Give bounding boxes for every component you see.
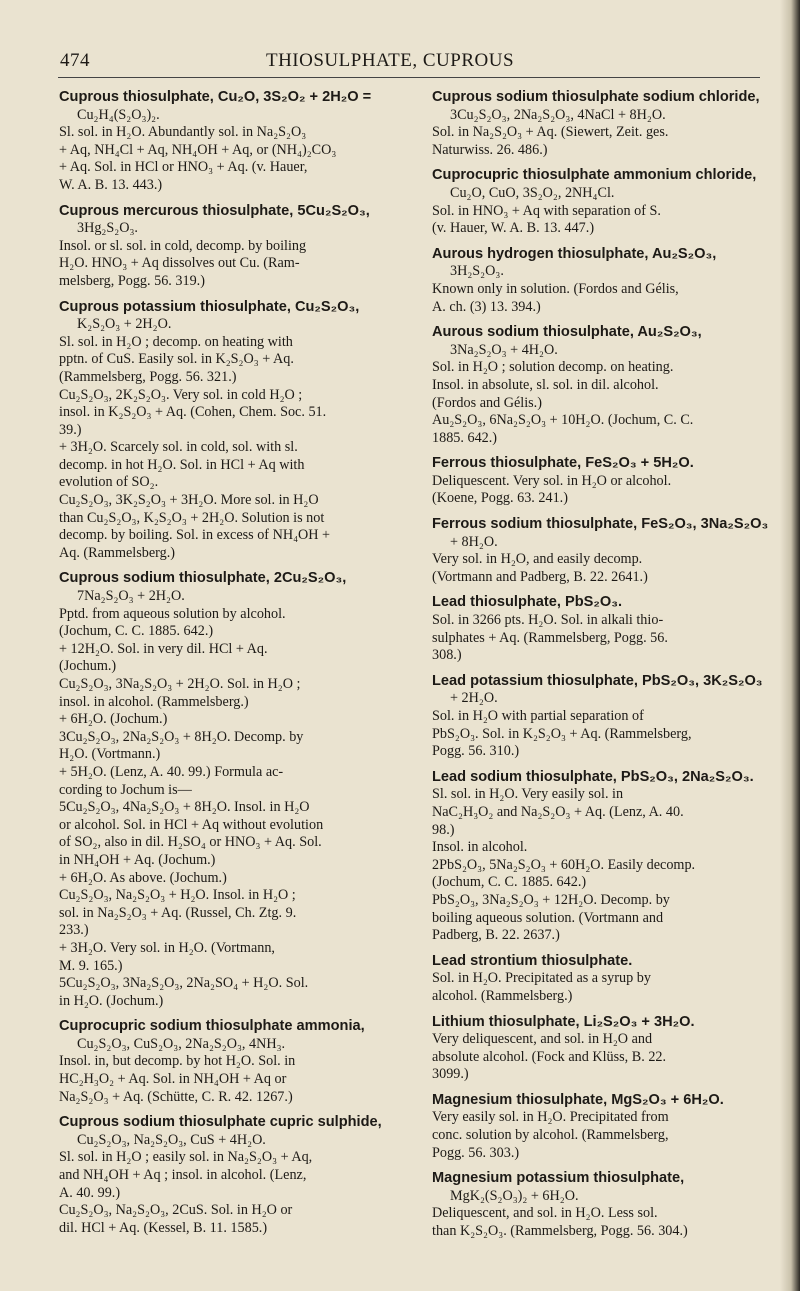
entry-formula: 7Na₂S₂O₃ + 2H₂O. xyxy=(77,588,185,605)
entry-text-line: 39.) xyxy=(59,421,82,438)
entry-text-line: Au₂S₂O₃, 6Na₂S₂O₃ + 10H₂O. (Jochum, C. C. xyxy=(432,412,694,429)
entry-formula: + 8H₂O. xyxy=(450,533,498,550)
entry-text-line: Naturwiss. 26. 486.) xyxy=(432,141,548,158)
entry-text-line: in H₂O. (Jochum.) xyxy=(59,992,164,1009)
dictionary-entry xyxy=(59,299,411,563)
entry-text-line: insol. in alcohol. (Rammelsberg.) xyxy=(59,693,249,710)
entry-text-line: Sol. in HNO₃ + Aq with separation of S. xyxy=(432,202,661,219)
entry-heading: Cuprous sodium thiosulphate, 2Cu₂S₂O₃, xyxy=(59,570,347,587)
entry-text-line: 3099.) xyxy=(432,1066,469,1083)
entry-text-line: Pogg. 56. 303.) xyxy=(432,1144,520,1161)
entry-heading: Cuprous thiosulphate, Cu₂O, 3S₂O₂ + 2H₂O = xyxy=(59,89,372,105)
entry-text-line: W. A. B. 13. 443.) xyxy=(59,176,163,193)
header-rule xyxy=(58,77,760,78)
entry-text-line: Sol. in H₂O ; solution decomp. on heating. xyxy=(432,359,674,376)
entry-heading: Lithium thiosulphate, Li₂S₂O₃ + 3H₂O. xyxy=(432,1013,695,1030)
entry-text-line: of SO₂, also in dil. H₂SO₄ or HNO₃ + Aq. Sol. xyxy=(59,834,322,851)
entry-text-line: Cu₂S₂O₃, 2K₂S₂O₃. Very sol. in cold H₂O ; xyxy=(59,386,303,403)
entry-heading: Cuprous mercurous thiosulphate, 5Cu₂S₂O₃, xyxy=(59,202,370,219)
entry-text-line: Pogg. 56. 310.) xyxy=(432,743,520,760)
entry-text-line: Insol. in, but decomp. by hot H₂O. Sol. in xyxy=(59,1053,296,1070)
entry-text-line: Aq. (Rammelsberg.) xyxy=(59,544,175,561)
entry-heading: Ferrous thiosulphate, FeS₂O₃ + 5H₂O. xyxy=(432,455,694,472)
entry-text-line: Na₂S₂O₃ + Aq. (Schütte, C. R. 42. 1267.) xyxy=(59,1088,293,1105)
entry-text-line: Very easily sol. in H₂O. Precipitated from xyxy=(432,1109,669,1126)
dictionary-entry xyxy=(432,324,778,447)
entry-heading: Lead thiosulphate, PbS₂O₃. xyxy=(432,594,622,611)
entry-text-line: Deliquescent, and sol. in H₂O. Less sol. xyxy=(432,1205,658,1222)
entry-text-line: absolute alcohol. (Fock and Klüss, B. 22. xyxy=(432,1048,667,1065)
entry-text-line: Sol. in Na₂S₂O₃ + Aq. (Siewert, Zeit. ges. xyxy=(432,124,669,141)
entry-text-line: HC₂H₃O₂ + Aq. Sol. in NH₄OH + Aq or xyxy=(59,1071,287,1088)
entry-text-line: Cu₂S₂O₃, 3K₂S₂O₃ + 3H₂O. More sol. in H₂O xyxy=(59,492,319,509)
dictionary-entry xyxy=(59,570,411,1010)
dictionary-entry xyxy=(59,1018,411,1106)
dictionary-entry xyxy=(432,1170,778,1240)
entry-text-line: Very deliquescent, and sol. in H₂O and xyxy=(432,1031,653,1048)
dictionary-entry xyxy=(432,516,778,586)
entry-text-line: Insol. in absolute, sl. sol. in dil. alcohol. xyxy=(432,376,659,393)
entry-text-line: Padberg, B. 22. 2637.) xyxy=(432,927,560,944)
entry-formula: 3Hg₂S₂O₃. xyxy=(77,220,138,237)
dictionary-entry xyxy=(432,167,778,237)
entry-text-line: + 3H₂O. Scarcely sol. in cold, sol. with sl. xyxy=(59,439,298,456)
entry-heading: Cuprocupric thiosulphate ammonium chloride, xyxy=(432,167,757,184)
entry-text-line: Very sol. in H₂O, and easily decomp. xyxy=(432,551,643,568)
entry-text-line: (Jochum, C. C. 1885. 642.) xyxy=(59,623,214,640)
entry-heading: Cuprous sodium thiosulphate cupric sulphide, xyxy=(59,1114,382,1131)
entry-formula: 3Cu₂S₂O₃, 2Na₂S₂O₃, 4NaCl + 8H₂O. xyxy=(450,106,666,123)
dictionary-entry xyxy=(432,246,778,316)
entry-text-line: (Rammelsberg, Pogg. 56. 321.) xyxy=(59,368,237,385)
entry-formula: MgK₂(S₂O₃)₂ + 6H₂O. xyxy=(450,1187,579,1204)
entry-text-line: 2PbS₂O₃, 5Na₂S₂O₃ + 60H₂O. Easily decomp. xyxy=(432,856,696,873)
entry-text-line: alcohol. (Rammelsberg.) xyxy=(432,987,573,1004)
dictionary-entry xyxy=(432,89,778,159)
dictionary-entry xyxy=(432,1092,778,1162)
entry-text-line: Pptd. from aqueous solution by alcohol. xyxy=(59,605,286,622)
entry-text-line: NaC₂H₃O₂ and Na₂S₂O₃ + Aq. (Lenz, A. 40. xyxy=(432,803,684,820)
entry-formula: Cu₂S₂O₃, Na₂S₂O₃, CuS + 4H₂O. xyxy=(77,1131,266,1148)
dictionary-entry xyxy=(432,953,778,1006)
entry-text-line: + 5H₂O. (Lenz, A. 40. 99.) Formula ac- xyxy=(59,763,284,780)
entry-text-line: 98.) xyxy=(432,821,455,838)
entry-text-line: Insol. in alcohol. xyxy=(432,839,528,856)
page-header xyxy=(0,50,780,78)
entry-text-line: PbS₂O₃, 3Na₂S₂O₃ + 12H₂O. Decomp. by xyxy=(432,891,670,908)
entry-text-line: than Cu₂S₂O₃, K₂S₂O₃ + 2H₂O. Solution is not xyxy=(59,509,325,526)
entry-text-line: H₂O. (Vortmann.) xyxy=(59,746,161,763)
entry-text-line: 3Cu₂S₂O₃, 2Na₂S₂O₃ + 8H₂O. Decomp. by xyxy=(59,728,304,745)
entry-text-line: and NH₄OH + Aq ; insol. in alcohol. (Lenz, xyxy=(59,1167,307,1184)
entry-formula: 3H₂S₂O₃. xyxy=(450,263,504,280)
left-column xyxy=(59,89,411,1245)
entry-heading: Magnesium potassium thiosulphate, xyxy=(432,1170,685,1187)
dictionary-entry xyxy=(59,203,411,291)
entry-heading: Ferrous sodium thiosulphate, FeS₂O₃, 3Na₂S₂O₃ xyxy=(432,516,769,533)
entry-text-line: evolution of SO₂. xyxy=(59,474,159,491)
dictionary-entry xyxy=(59,89,411,195)
entry-text-line: Sl. sol. in H₂O ; decomp. on heating with xyxy=(59,333,293,350)
entry-formula: K₂S₂O₃ + 2H₂O. xyxy=(77,316,172,333)
entry-text-line: boiling aqueous solution. (Vortmann and xyxy=(432,909,664,926)
entry-text-line: (Jochum.) xyxy=(59,658,117,675)
entry-text-line: (Fordos and Gélis.) xyxy=(432,394,542,411)
entry-text-line: Deliquescent. Very sol. in H₂O or alcohol. xyxy=(432,472,672,489)
dictionary-entry xyxy=(432,594,778,664)
dictionary-entry xyxy=(432,673,778,761)
entry-heading: Cuprous potassium thiosulphate, Cu₂S₂O₃, xyxy=(59,298,360,315)
dictionary-entry xyxy=(432,1014,778,1084)
entry-text-line: + 6H₂O. As above. (Jochum.) xyxy=(59,869,227,886)
right-column xyxy=(432,89,778,1249)
entry-text-line: (Jochum, C. C. 1885. 642.) xyxy=(432,874,587,891)
entry-text-line: + 6H₂O. (Jochum.) xyxy=(59,711,168,728)
entry-text-line: + 12H₂O. Sol. in very dil. HCl + Aq. xyxy=(59,640,268,657)
entry-text-line: insol. in K₂S₂O₃ + Aq. (Cohen, Chem. Soc. 51. xyxy=(59,404,327,421)
entry-heading: Lead sodium thiosulphate, PbS₂O₃, 2Na₂S₂O₃. xyxy=(432,768,754,785)
entry-text-line: (Vortmann and Padberg, B. 22. 2641.) xyxy=(432,568,648,585)
entry-text-line: in NH₄OH + Aq. (Jochum.) xyxy=(59,851,216,868)
entry-text-line: Sl. sol. in H₂O. Very easily sol. in xyxy=(432,786,624,803)
dictionary-entry xyxy=(432,455,778,508)
entry-text-line: than K₂S₂O₃. (Rammelsberg, Pogg. 56. 304.) xyxy=(432,1223,688,1240)
entry-formula: + 2H₂O. xyxy=(450,690,498,707)
entry-text-line: + 3H₂O. Very sol. in H₂O. (Vortmann, xyxy=(59,939,275,956)
entry-heading: Magnesium thiosulphate, MgS₂O₃ + 6H₂O. xyxy=(432,1091,724,1108)
entry-heading: Aurous hydrogen thiosulphate, Au₂S₂O₃, xyxy=(432,245,717,262)
entry-text-line: H₂O. HNO₃ + Aq dissolves out Cu. (Ram- xyxy=(59,255,300,272)
entry-text-line: + Aq. Sol. in HCl or HNO₃ + Aq. (v. Hauer, xyxy=(59,159,308,176)
entry-heading: Lead strontium thiosulphate. xyxy=(432,952,633,969)
dictionary-entry xyxy=(59,1114,411,1237)
entry-text-line: Sol. in 3266 pts. H₂O. Sol. in alkali thio- xyxy=(432,612,664,629)
entry-text-line: Insol. or sl. sol. in cold, decomp. by boiling xyxy=(59,237,307,254)
entry-text-line: melsberg, Pogg. 56. 319.) xyxy=(59,272,205,289)
entry-heading: Aurous sodium thiosulphate, Au₂S₂O₃, xyxy=(432,324,702,341)
page-edge-shadow xyxy=(780,0,800,1291)
entry-text-line: pptn. of CuS. Easily sol. in K₂S₂O₃ + Aq. xyxy=(59,351,294,368)
entry-text-line: A. 40. 99.) xyxy=(59,1184,121,1201)
entry-formula: Cu₂H₄(S₂O₃)₂. xyxy=(77,106,160,123)
entry-text-line: (Koene, Pogg. 63. 241.) xyxy=(432,490,568,507)
entry-text-line: decomp. by boiling. Sol. in excess of NH₄OH + xyxy=(59,527,331,544)
entry-formula: Cu₂S₂O₃, CuS₂O₃, 2Na₂S₂O₃, 4NH₃. xyxy=(77,1035,286,1052)
entry-formula: Cu₂O, CuO, 3S₂O₂, 2NH₄Cl. xyxy=(450,184,615,201)
entry-text-line: 308.) xyxy=(432,647,462,664)
entry-text-line: decomp. in hot H₂O. Sol. in HCl + Aq with xyxy=(59,456,305,473)
running-head: THIOSULPHATE, CUPROUS xyxy=(265,50,515,71)
entry-text-line: (v. Hauer, W. A. B. 13. 447.) xyxy=(432,220,595,237)
entry-text-line: Cu₂S₂O₃, Na₂S₂O₃ + H₂O. Insol. in H₂O ; xyxy=(59,887,296,904)
entry-text-line: 5Cu₂S₂O₃, 3Na₂S₂O₃, 2Na₂SO₄ + H₂O. Sol. xyxy=(59,975,309,992)
entry-text-line: 1885. 642.) xyxy=(432,429,498,446)
entry-text-line: Sol. in H₂O. Precipitated as a syrup by xyxy=(432,970,651,987)
entry-text-line: Cu₂S₂O₃, 3Na₂S₂O₃ + 2H₂O. Sol. in H₂O ; xyxy=(59,676,301,692)
entry-text-line: Sol. in H₂O with partial separation of xyxy=(432,708,644,724)
entry-text-line: sol. in Na₂S₂O₃ + Aq. (Russel, Ch. Ztg. 9. xyxy=(59,904,297,921)
entry-text-line: Sl. sol. in H₂O ; easily sol. in Na₂S₂O₃ + Aq, xyxy=(59,1149,313,1166)
entry-text-line: 233.) xyxy=(59,922,89,939)
entry-text-line: PbS₂O₃. Sol. in K₂S₂O₃ + Aq. (Rammelsberg, xyxy=(432,725,692,742)
dictionary-entry xyxy=(432,769,778,945)
entry-text-line: 5Cu₂S₂O₃, 4Na₂S₂O₃ + 8H₂O. Insol. in H₂O xyxy=(59,799,310,816)
entry-text-line: Known only in solution. (Fordos and Gélis, xyxy=(432,280,679,297)
page-number: 474 xyxy=(60,50,90,71)
entry-text-line: M. 9. 165.) xyxy=(59,957,123,974)
entry-text-line: sulphates + Aq. (Rammelsberg, Pogg. 56. xyxy=(432,629,668,646)
entry-text-line: conc. solution by alcohol. (Rammelsberg, xyxy=(432,1127,669,1144)
entry-text-line: + Aq, NH₄Cl + Aq, NH₄OH + Aq, or (NH₄)₂CO₃ xyxy=(59,141,337,158)
entry-text-line: Sl. sol. in H₂O. Abundantly sol. in Na₂S₂O₃ xyxy=(59,124,307,141)
entry-heading: Cuprocupric sodium thiosulphate ammonia, xyxy=(59,1018,365,1035)
entry-text-line: or alcohol. Sol. in HCl + Aq without evolution xyxy=(59,816,324,833)
entry-text-line: dil. HCl + Aq. (Kessel, B. 11. 1585.) xyxy=(59,1219,268,1236)
entry-text-line: Cu₂S₂O₃, Na₂S₂O₃, 2CuS. Sol. in H₂O or xyxy=(59,1202,293,1219)
entry-heading: Lead potassium thiosulphate, PbS₂O₃, 3K₂S₂O₃ xyxy=(432,672,763,689)
entry-formula: 3Na₂S₂O₃ + 4H₂O. xyxy=(450,341,558,358)
entry-heading: Cuprous sodium thiosulphate sodium chloride, xyxy=(432,89,760,105)
entry-text-line: cording to Jochum is— xyxy=(59,781,192,798)
entry-text-line: A. ch. (3) 13. 394.) xyxy=(432,298,541,315)
